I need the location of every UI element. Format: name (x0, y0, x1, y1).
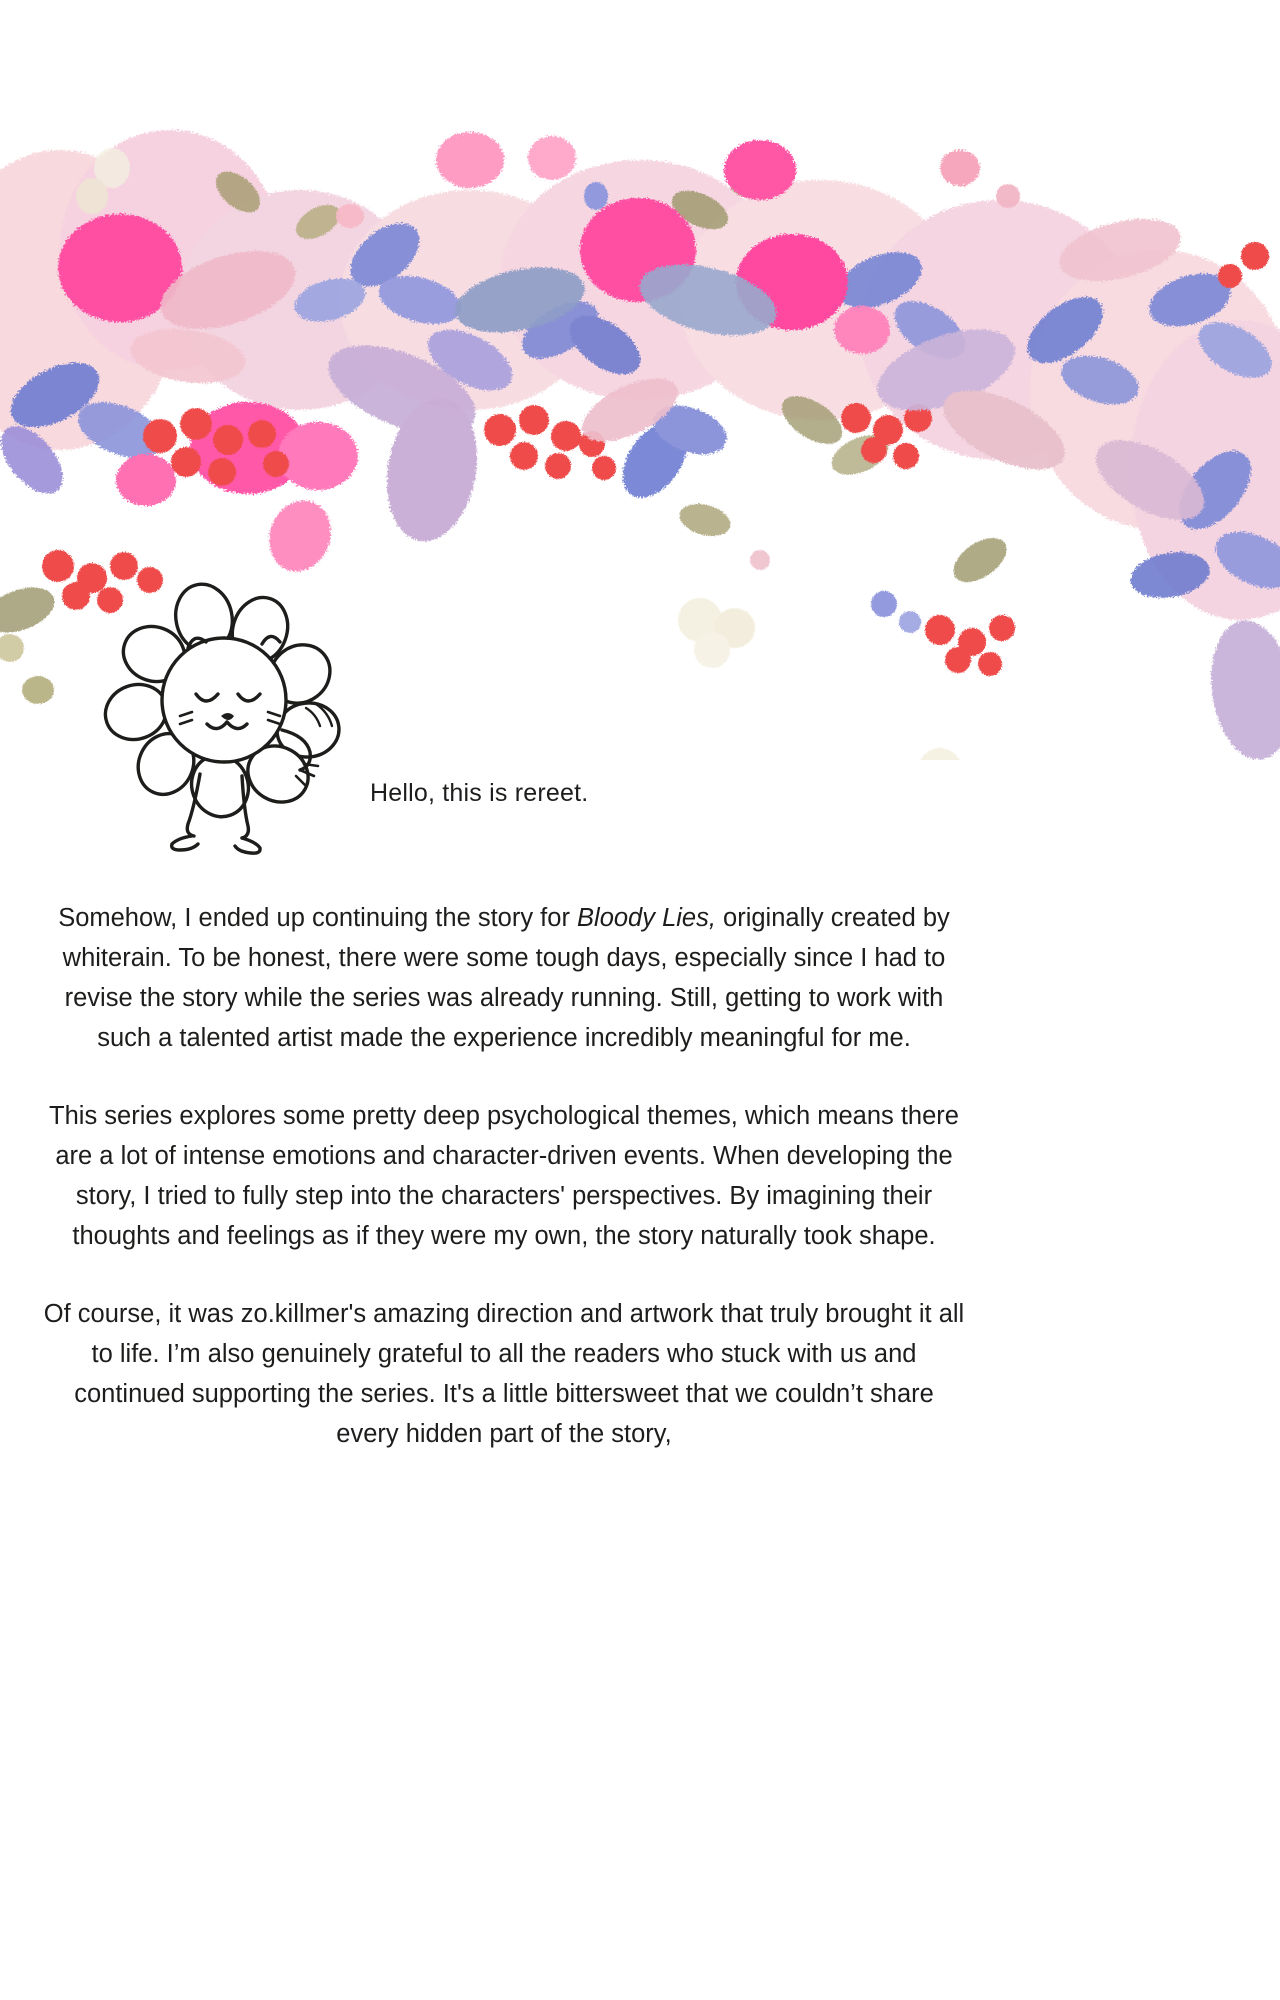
series-title-italic: Bloody Lies, (577, 904, 716, 932)
letter-paragraph-1 (0, 898, 1008, 1058)
greeting-text: Hello, this is rereet. (370, 779, 589, 807)
letter-paragraph-2: This series explores some pretty deep psychological themes, which means there are a lot of intense emotions and character-driven events. When developing the story, I tried to fully step into the characters' perspectives. By imagining their thoughts and feelings as if they were my own, the story naturally took shape. (49, 1102, 959, 1250)
paragraph-1-lead: Somehow, I ended up continuing the story for (58, 904, 578, 932)
flower-character-mascot (92, 578, 352, 868)
afterword-letter (0, 898, 1008, 1454)
letter-paragraph-3: Of course, it was zo.killmer's amazing direction and artwork that truly brought it all to life. I’m also genuinely grateful to all the readers who stuck with us and continued supporting the series. It's a little bittersweet that we couldn’t share every hidden part of the story, (43, 1300, 965, 1448)
paragraph-1-rest: originally created by whiterain. To be honest, there were some tough days, especially since I had to revise the story while the series was already running. Still, getting to work with such a talented artist made the experience incredibly meaningful for me. (62, 904, 950, 1052)
